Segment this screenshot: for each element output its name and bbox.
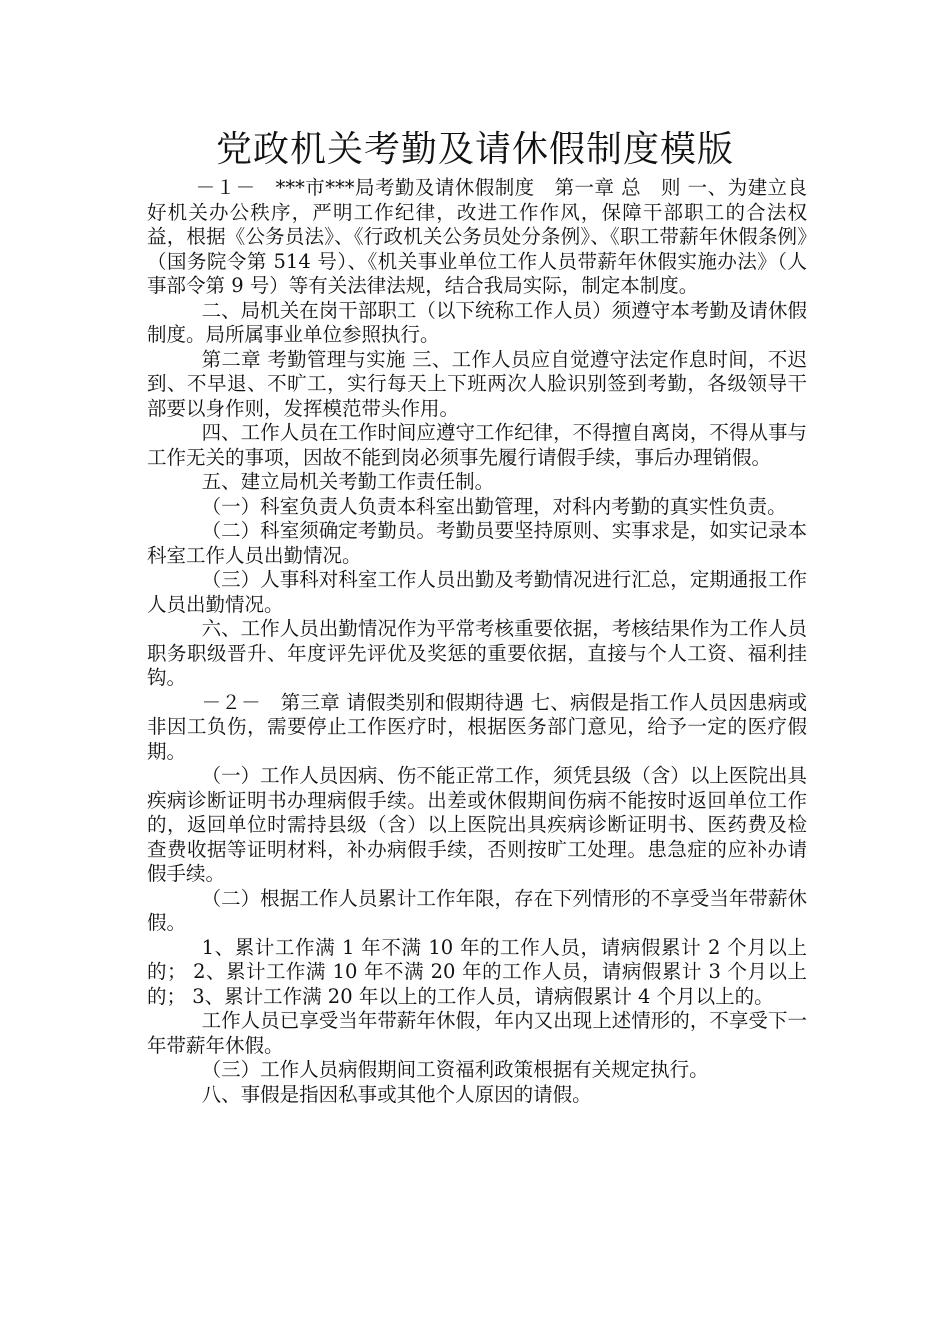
paragraph-article-7-item-2: （二）根据工作人员累计工作年限，存在下列情形的不享受当年带薪休假。 xyxy=(147,886,807,934)
document-title: 党政机关考勤及请休假制度模版 xyxy=(215,129,734,170)
paragraph-chapter-1: －１－ ***市***局考勤及请休假制度 第一章 总 则 一、为建立良好机关办公秩序，严明工作纪律，改进工作作风，保障干部职工的合法权益，根据《公务员法》、《行政机关公务员处分条例》、《职工带薪年休假条例》（国务院令第 514 号）、《机关事业单位工作人员带薪年休假实施办法》（人事部令第 9 号）等有关法律法规，结合我局实际，制定本制度。 xyxy=(147,176,807,297)
paragraph-article-7-item-1: （一）工作人员因病、伤不能正常工作，须凭县级（含）以上医院出具疾病诊断证明书办理病假手续。出差或休假期间伤病不能按时返回单位工作的，返回单位时需持县级（含）以上医院出具疾病诊断证明书、医药费及检查费收据等证明材料，补办病假手续，否则按旷工处理。患急症的应补办请假手续。 xyxy=(147,764,807,885)
paragraph-article-7-item-3: （三）工作人员病假期间工资福利政策根据有关规定执行。 xyxy=(201,1058,709,1081)
paragraph-chapter-3: －２－ 第三章 请假类别和假期待遇 七、病假是指工作人员因患病或非因工负伤，需要停止工作医疗时，根据医务部门意见，给予一定的医疗假期。 xyxy=(147,690,807,763)
paragraph-article-5-item-3: （三）人事科对科室工作人员出勤及考勤情况进行汇总，定期通报工作人员出勤情况。 xyxy=(147,568,807,616)
paragraph-article-5: 五、建立局机关考勤工作责任制。 xyxy=(201,470,495,493)
paragraph-article-6: 六、工作人员出勤情况作为平常考核重要依据，考核结果作为工作人员职务职级晋升、年度评先评优及奖惩的重要依据，直接与个人工资、福利挂钩。 xyxy=(147,617,807,689)
paragraph-article-2: 二、局机关在岗干部职工（以下统称工作人员）须遵守本考勤及请休假制度。局所属事业单位参照执行。 xyxy=(147,298,807,346)
paragraph-article-5-item-2: （二）科室须确定考勤员。考勤员要坚持原则、实事求是，如实记录本科室工作人员出勤情况。 xyxy=(147,519,807,567)
paragraph-article-5-item-1: （一）科室负责人负责本科室出勤管理，对科内考勤的真实性负责。 xyxy=(201,494,787,518)
paragraph-next-year-rule: 工作人员已享受当年带薪年休假，年内又出现上述情形的，不享受下一年带薪年休假。 xyxy=(147,1009,807,1057)
document-body xyxy=(147,176,807,1107)
paragraph-sick-leave-conditions: 1、累计工作满 1 年不满 10 年的工作人员，请病假累计 2 个月以上的； 2、累计工作满 10 年不满 20 年的工作人员，请病假累计 3 个月以上的； 3、累计工作满 20 年以上的工作人员，请病假累计 4 个月以上的。 xyxy=(147,935,807,1008)
paragraph-article-8: 八、事假是指因私事或其他个人原因的请假。 xyxy=(201,1082,592,1106)
paragraph-chapter-2: 第二章 考勤管理与实施 三、工作人员应自觉遵守法定作息时间，不迟到、不早退、不旷工，实行每天上下班两次人脸识别签到考勤，各级领导干部要以身作则，发挥模范带头作用。 xyxy=(147,347,807,420)
paragraph-article-4: 四、工作人员在工作时间应遵守工作纪律，不得擅自离岗，不得从事与工作无关的事项，因故不能到岗必须事先履行请假手续，事后办理销假。 xyxy=(147,421,807,469)
